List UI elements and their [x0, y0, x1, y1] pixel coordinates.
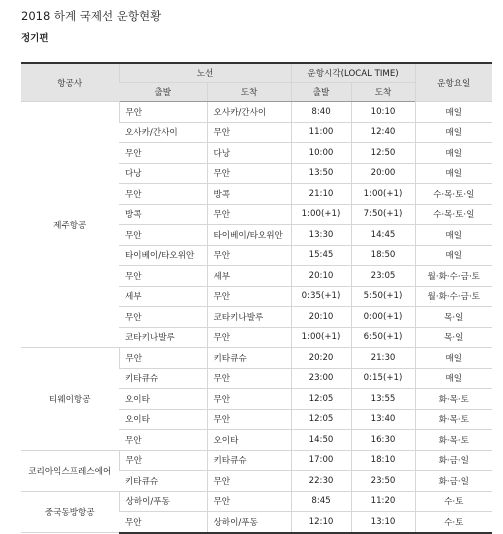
route-arrival-cell: 키타큐슈: [207, 348, 291, 369]
route-arrival-cell: 무안: [207, 163, 291, 184]
route-departure-cell: 상하이/푸동: [119, 491, 207, 512]
route-departure-cell: 무안: [119, 266, 207, 287]
arrival-time-cell: 18:50: [351, 245, 415, 266]
arrival-time-cell: 14:45: [351, 225, 415, 246]
route-arrival-cell: 방콕: [207, 184, 291, 205]
operating-days-cell: 매일: [415, 163, 492, 184]
route-departure-cell: 무안: [119, 102, 207, 123]
header-times: 운항시각(LOCAL TIME): [291, 63, 415, 83]
route-departure-cell: 타이베이/타오위안: [119, 245, 207, 266]
operating-days-cell: 매일: [415, 245, 492, 266]
route-departure-cell: 무안: [119, 307, 207, 328]
departure-time-cell: 17:00: [291, 450, 351, 471]
route-departure-cell: 무안: [119, 430, 207, 451]
header-route-departure: 출발: [119, 83, 207, 102]
route-departure-cell: 무안: [119, 184, 207, 205]
route-arrival-cell: 무안: [207, 204, 291, 225]
operating-days-cell: 매일: [415, 225, 492, 246]
arrival-time-cell: 23:50: [351, 471, 415, 492]
flight-schedule-table: [21, 62, 492, 534]
route-departure-cell: 오이타: [119, 409, 207, 430]
route-departure-cell: 무안: [119, 143, 207, 164]
departure-time-cell: 8:45: [291, 491, 351, 512]
arrival-time-cell: 23:05: [351, 266, 415, 287]
route-arrival-cell: 무안: [207, 389, 291, 410]
departure-time-cell: 20:10: [291, 307, 351, 328]
arrival-time-cell: 20:00: [351, 163, 415, 184]
route-arrival-cell: 무안: [207, 286, 291, 307]
arrival-time-cell: 16:30: [351, 430, 415, 451]
table-row: [21, 102, 492, 123]
departure-time-cell: 13:50: [291, 163, 351, 184]
arrival-time-cell: 6:50(+1): [351, 327, 415, 348]
arrival-time-cell: 1:00(+1): [351, 184, 415, 205]
departure-time-cell: 10:00: [291, 143, 351, 164]
operating-days-cell: 매일: [415, 348, 492, 369]
header-airline: 항공사: [21, 63, 119, 102]
route-departure-cell: 오이타: [119, 389, 207, 410]
route-departure-cell: 세부: [119, 286, 207, 307]
document-subtitle: 정기편: [21, 33, 49, 44]
arrival-time-cell: 12:40: [351, 122, 415, 143]
route-arrival-cell: 무안: [207, 245, 291, 266]
route-arrival-cell: 무안: [207, 327, 291, 348]
route-arrival-cell: 타이베이/타오위안: [207, 225, 291, 246]
departure-time-cell: 23:00: [291, 368, 351, 389]
operating-days-cell: 화·금·일: [415, 471, 492, 492]
operating-days-cell: 수·토: [415, 512, 492, 533]
route-arrival-cell: 무안: [207, 368, 291, 389]
airline-cell: 중국동방항공: [21, 491, 119, 533]
arrival-time-cell: 0:00(+1): [351, 307, 415, 328]
departure-time-cell: 1:00(+1): [291, 327, 351, 348]
operating-days-cell: 월·화·수·금·토: [415, 266, 492, 287]
departure-time-cell: 13:30: [291, 225, 351, 246]
route-arrival-cell: 무안: [207, 491, 291, 512]
route-arrival-cell: 무안: [207, 122, 291, 143]
route-departure-cell: 코타키나발루: [119, 327, 207, 348]
operating-days-cell: 매일: [415, 143, 492, 164]
operating-days-cell: 매일: [415, 368, 492, 389]
operating-days-cell: 화·목·토: [415, 409, 492, 430]
departure-time-cell: 22:30: [291, 471, 351, 492]
operating-days-cell: 월·화·수·금·토: [415, 286, 492, 307]
operating-days-cell: 매일: [415, 122, 492, 143]
departure-time-cell: 0:35(+1): [291, 286, 351, 307]
header-route: 노선: [119, 63, 291, 83]
table-header: [21, 63, 492, 102]
route-arrival-cell: 키타큐슈: [207, 450, 291, 471]
header-time-departure: 출발: [291, 83, 351, 102]
arrival-time-cell: 0:15(+1): [351, 368, 415, 389]
airline-cell: 코리아익스프레스에어: [21, 450, 119, 491]
route-departure-cell: 무안: [119, 450, 207, 471]
arrival-time-cell: 21:30: [351, 348, 415, 369]
operating-days-cell: 화·목·토: [415, 430, 492, 451]
operating-days-cell: 수·목·토·일: [415, 204, 492, 225]
departure-time-cell: 11:00: [291, 122, 351, 143]
route-arrival-cell: 무안: [207, 409, 291, 430]
header-route-arrival: 도착: [207, 83, 291, 102]
airline-cell: 티웨이항공: [21, 348, 119, 451]
route-departure-cell: 키타큐슈: [119, 368, 207, 389]
arrival-time-cell: 10:10: [351, 102, 415, 123]
table-body: [21, 102, 492, 533]
table-row: [21, 491, 492, 512]
arrival-time-cell: 12:50: [351, 143, 415, 164]
route-departure-cell: 다낭: [119, 163, 207, 184]
departure-time-cell: 12:05: [291, 409, 351, 430]
route-arrival-cell: 코타키나발루: [207, 307, 291, 328]
operating-days-cell: 목·일: [415, 307, 492, 328]
operating-days-cell: 화·목·토: [415, 389, 492, 410]
table-row: [21, 348, 492, 369]
route-departure-cell: 방콕: [119, 204, 207, 225]
flight-schedule-table-container: [21, 62, 492, 534]
route-arrival-cell: 무안: [207, 471, 291, 492]
operating-days-cell: 수·목·토·일: [415, 184, 492, 205]
operating-days-cell: 화·금·일: [415, 450, 492, 471]
route-arrival-cell: 오이타: [207, 430, 291, 451]
route-departure-cell: 키타큐슈: [119, 471, 207, 492]
departure-time-cell: 20:20: [291, 348, 351, 369]
arrival-time-cell: 7:50(+1): [351, 204, 415, 225]
route-arrival-cell: 오사카/간사이: [207, 102, 291, 123]
departure-time-cell: 21:10: [291, 184, 351, 205]
table-row: [21, 450, 492, 471]
route-departure-cell: 오사카/간사이: [119, 122, 207, 143]
operating-days-cell: 목·일: [415, 327, 492, 348]
departure-time-cell: 14:50: [291, 430, 351, 451]
header-time-arrival: 도착: [351, 83, 415, 102]
route-departure-cell: 무안: [119, 348, 207, 369]
route-arrival-cell: 상하이/푸동: [207, 512, 291, 533]
departure-time-cell: 12:05: [291, 389, 351, 410]
route-arrival-cell: 다낭: [207, 143, 291, 164]
route-departure-cell: 무안: [119, 225, 207, 246]
departure-time-cell: 12:10: [291, 512, 351, 533]
departure-time-cell: 8:40: [291, 102, 351, 123]
route-arrival-cell: 세부: [207, 266, 291, 287]
arrival-time-cell: 18:10: [351, 450, 415, 471]
arrival-time-cell: 13:55: [351, 389, 415, 410]
arrival-time-cell: 11:20: [351, 491, 415, 512]
document-title: 2018 하계 국제선 운항현황: [21, 9, 162, 23]
operating-days-cell: 매일: [415, 102, 492, 123]
airline-cell: 제주항공: [21, 102, 119, 348]
arrival-time-cell: 13:10: [351, 512, 415, 533]
arrival-time-cell: 5:50(+1): [351, 286, 415, 307]
departure-time-cell: 20:10: [291, 266, 351, 287]
arrival-time-cell: 13:40: [351, 409, 415, 430]
operating-days-cell: 수·토: [415, 491, 492, 512]
route-departure-cell: 무안: [119, 512, 207, 533]
departure-time-cell: 15:45: [291, 245, 351, 266]
departure-time-cell: 1:00(+1): [291, 204, 351, 225]
header-days: 운항요일: [415, 63, 492, 102]
